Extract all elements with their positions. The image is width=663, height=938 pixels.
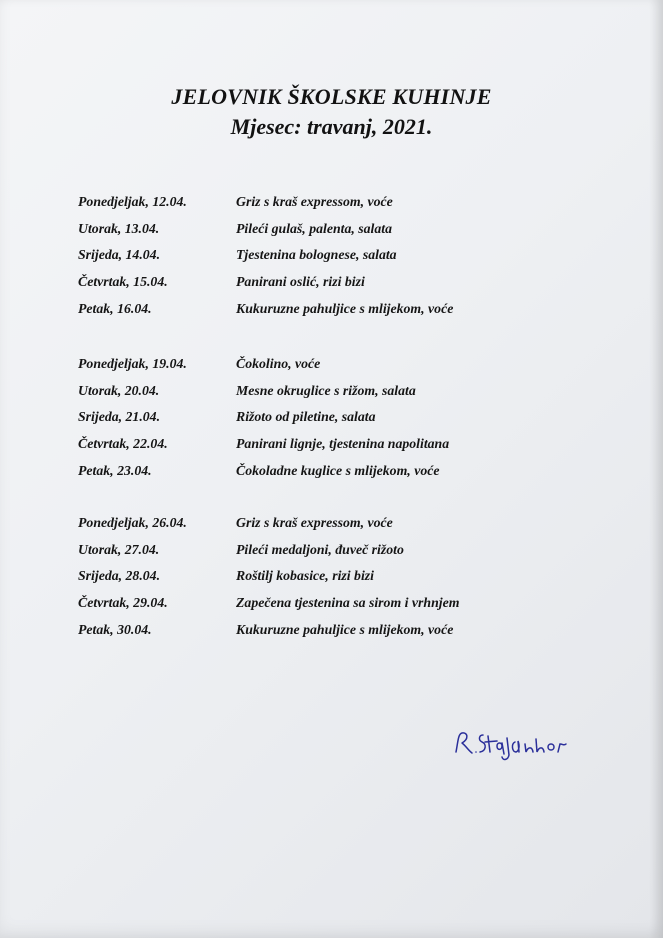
meal-label: Pileći medaljoni, đuveč rižoto	[236, 541, 404, 557]
week-1-menu	[78, 189, 598, 322]
week-2-menu	[78, 351, 598, 484]
menu-row	[78, 295, 598, 322]
meal-label: Roštilj kobasice, rizi bizi	[236, 568, 374, 584]
menu-row	[78, 510, 598, 537]
meal-label: Zapečena tjestenina sa sirom i vrhnjem	[236, 595, 460, 611]
signature	[448, 724, 578, 764]
meal-label: Kukuruzne pahuljice s mlijekom, voće	[236, 300, 454, 316]
menu-row	[78, 378, 598, 405]
meal-label: Griz s kraš expressom, voće	[236, 515, 393, 531]
meal-label: Mesne okruglice s rižom, salata	[236, 382, 416, 398]
day-label: Utorak, 20.04.	[78, 382, 160, 398]
day-label: Petak, 23.04.	[78, 462, 152, 478]
day-label: Petak, 16.04.	[78, 300, 152, 316]
day-label: Srijeda, 28.04.	[78, 568, 161, 584]
menu-row	[78, 351, 598, 378]
menu-row	[78, 269, 598, 296]
document-subtitle: Mjesec: travanj, 2021.	[230, 114, 433, 139]
week-3-menu	[78, 510, 598, 643]
meal-label: Griz s kraš expressom, voće	[236, 194, 393, 210]
menu-row	[78, 216, 598, 243]
menu-row	[78, 431, 598, 458]
day-label: Četvrtak, 15.04.	[78, 274, 168, 290]
menu-row	[78, 242, 598, 269]
menu-row	[78, 404, 598, 431]
day-label: Ponedjeljak, 12.04.	[78, 194, 187, 210]
menu-row	[78, 457, 598, 484]
meal-label: Pileći gulaš, palenta, salata	[236, 220, 392, 236]
day-label: Petak, 30.04.	[78, 621, 152, 637]
menu-row	[78, 189, 598, 216]
meal-label: Kukuruzne pahuljice s mlijekom, voće	[236, 621, 454, 637]
menu-row	[78, 590, 598, 617]
meal-label: Panirani oslić, rizi bizi	[236, 274, 365, 290]
meal-label: Panirani lignje, tjestenina napolitana	[236, 436, 450, 452]
day-label: Četvrtak, 22.04.	[78, 436, 168, 452]
document-title: JELOVNIK ŠKOLSKE KUHINJE	[171, 84, 492, 109]
day-label: Ponedjeljak, 19.04.	[78, 356, 187, 372]
day-label: Ponedjeljak, 26.04.	[78, 515, 187, 531]
page-shadow	[649, 0, 663, 938]
meal-label: Tjestenina bolognese, salata	[236, 247, 397, 263]
day-label: Srijeda, 21.04.	[78, 409, 161, 425]
meal-label: Čokolino, voće	[236, 356, 321, 372]
day-label: Srijeda, 14.04.	[78, 247, 161, 263]
menu-row	[78, 537, 598, 564]
meal-label: Čokoladne kuglice s mlijekom, voće	[236, 462, 440, 478]
meal-label: Rižoto od piletine, salata	[236, 409, 376, 425]
day-label: Četvrtak, 29.04.	[78, 595, 168, 611]
menu-row	[78, 563, 598, 590]
day-label: Utorak, 27.04.	[78, 541, 160, 557]
day-label: Utorak, 13.04.	[78, 220, 160, 236]
menu-row	[78, 616, 598, 643]
